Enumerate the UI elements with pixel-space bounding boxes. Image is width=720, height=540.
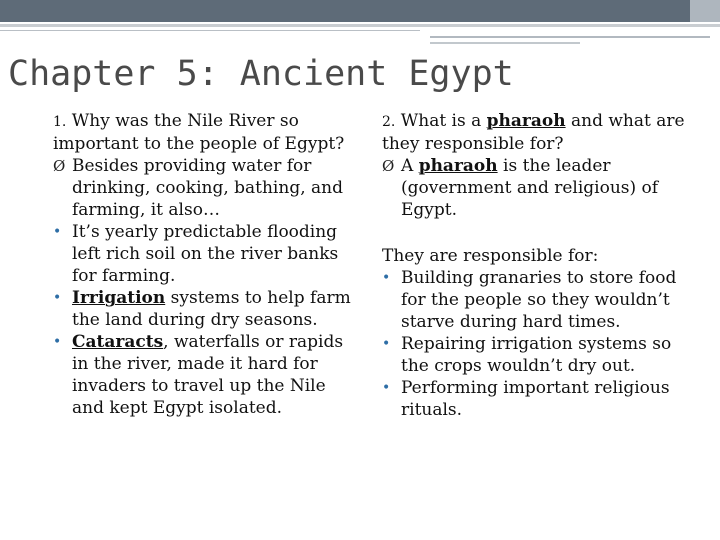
bullet-icon: • [382,336,391,352]
bullet-text: , waterfalls or rapids in the river, made it hard for invaders to travel up the Nile and kept Egypt isolated. [72,332,344,418]
question-text-pre: What is a [400,111,487,131]
term-pharaoh: pharaoh [418,156,498,176]
bullet-text: Repairing irrigation systems so the crops wouldn’t dry out. [401,334,672,376]
decor-stripe [430,36,710,38]
decor-stripe [0,30,420,31]
decor-stripe [0,24,720,27]
top-decor-bar-end [690,0,720,22]
bullet-text: It’s yearly predictable flooding left rich soil on the river banks for farming. [72,222,339,286]
bullet-item [382,267,692,333]
bullet-item [382,333,692,377]
spacer [382,221,692,245]
bullet-item [53,287,353,331]
question-1 [53,110,353,155]
bullet-text: Performing important religious rituals. [401,378,670,420]
term-pharaoh: pharaoh [486,111,566,131]
arrow-item [53,155,353,221]
bullet-icon: • [53,334,62,350]
bullet-icon: • [53,224,62,240]
term-irrigation: Irrigation [72,288,166,308]
top-decor-bar [0,0,720,22]
arrow-bullet-icon: Ø [53,157,66,175]
arrow-item-text: Besides providing water for drinking, cooking, bathing, and farming, it also… [72,156,343,220]
bullet-icon: • [53,290,62,306]
left-column [53,110,353,419]
top-decor-bar-dark [0,0,690,22]
question-2 [382,110,692,155]
bullet-text: systems to help farm the land during dry seasons. [72,288,351,330]
bullet-item [53,331,353,419]
arrow-item-pre: A [401,156,419,176]
question-text: Why was the Nile River so important to the people of Egypt? [53,111,345,154]
responsibilities-intro: They are responsible for: [382,246,599,266]
question-text-post: and what are they responsible for? [382,111,685,154]
bullet-icon: • [382,380,391,396]
bullet-text: Building granaries to store food for the people so they wouldn’t starve during hard times. [401,268,677,332]
arrow-bullet-icon: Ø [382,157,395,175]
bullet-icon: • [382,270,391,286]
term-cataracts: Cataracts [72,332,164,352]
question-number: 1. [53,114,67,130]
bullet-item [53,221,353,287]
right-column [382,110,692,421]
bullet-item [382,377,692,421]
question-number: 2. [382,114,396,130]
slide-title: Chapter 5: Ancient Egypt [8,54,514,94]
arrow-item [382,155,692,221]
arrow-item-post: is the leader (government and religious) of Egypt. [401,156,659,220]
decor-stripe [430,42,580,44]
